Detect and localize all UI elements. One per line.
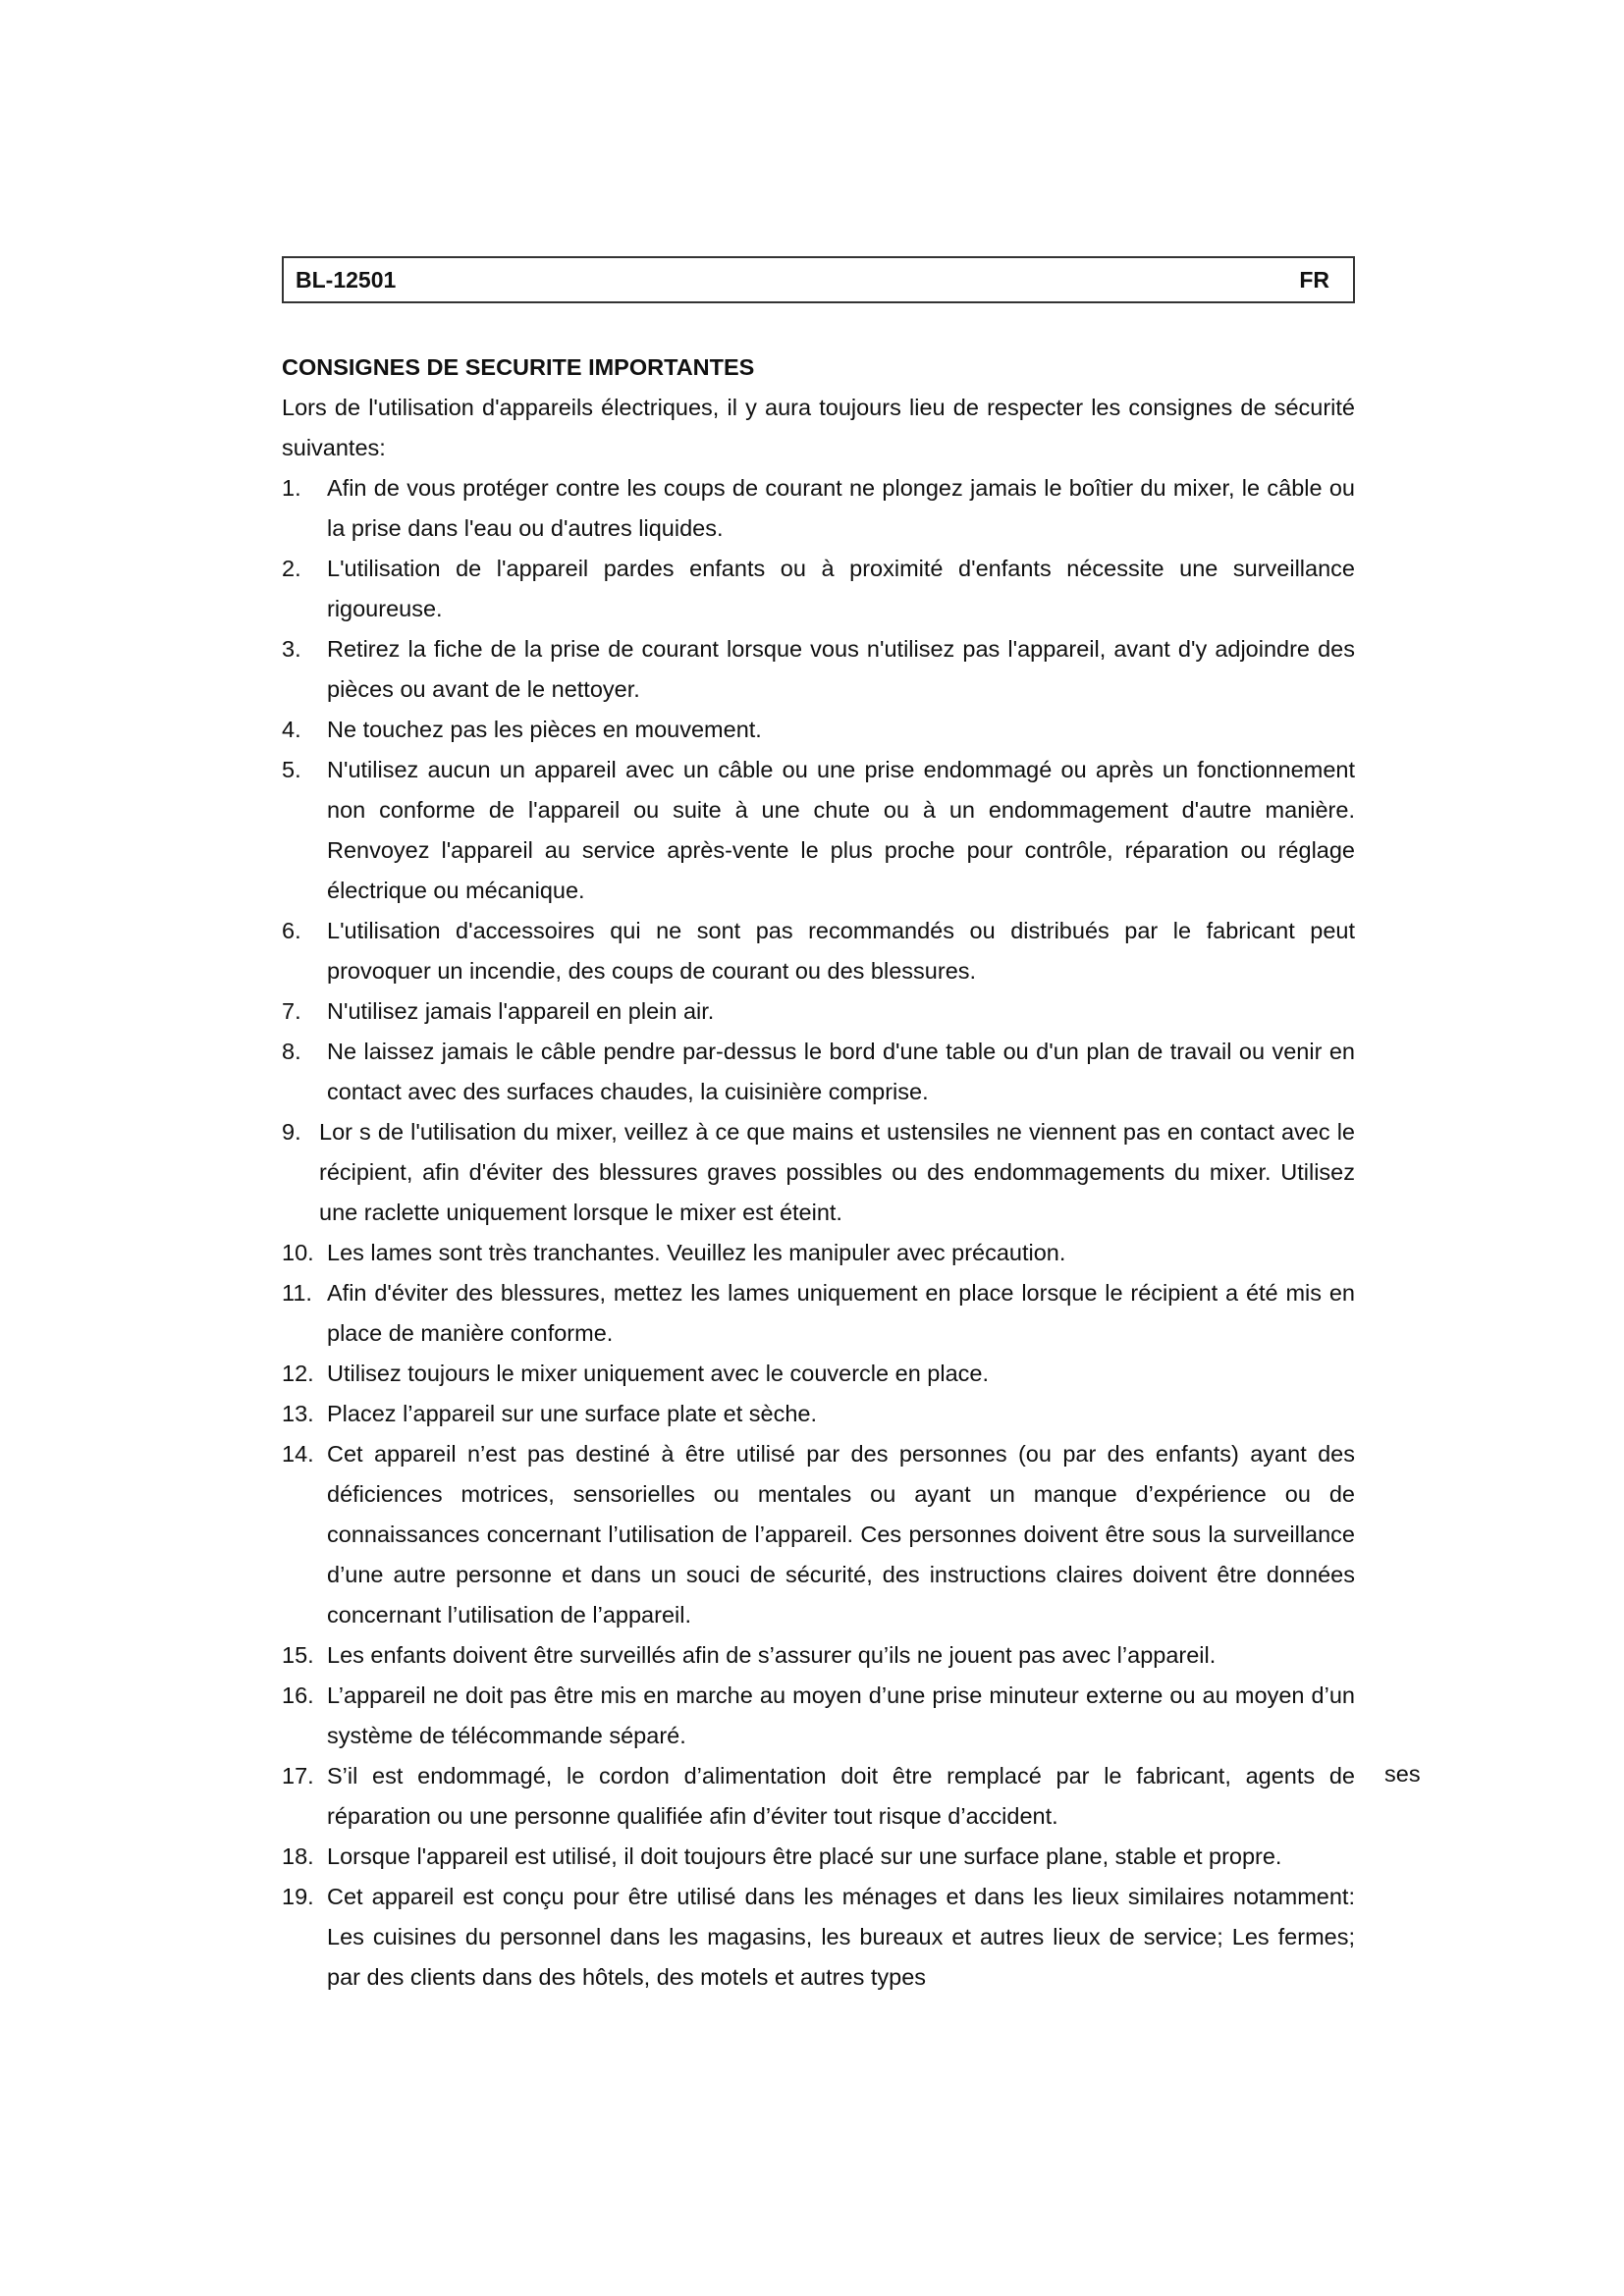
item-text: Les enfants doivent être surveillés afin de s’assurer qu’ils ne jouent pas avec l’appareil. xyxy=(327,1642,1217,1668)
list-item xyxy=(282,468,1355,549)
item-text: Lor s de l'utilisation du mixer, veillez à ce que mains et ustensiles ne viennent pas en contact avec le récipient, afin d'éviter des blessures graves possibles ou des endommagements du mixer. Utilisez une raclette uniquement lorsque le mixer est éteint. xyxy=(319,1119,1355,1225)
item-text: Ne touchez pas les pièces en mouvement. xyxy=(327,717,762,742)
list-item xyxy=(282,1354,1355,1394)
item-text: Afin de vous protéger contre les coups de courant ne plongez jamais le boîtier du mixer, le câble ou la prise dans l'eau ou d'autres liquides. xyxy=(327,475,1355,541)
item-number: 9. xyxy=(282,1119,301,1145)
item-text: N'utilisez jamais l'appareil en plein air. xyxy=(327,998,715,1024)
item-text: L'utilisation d'accessoires qui ne sont pas recommandés ou distribués par le fabricant peut provoquer un incendie, des coups de courant ou des blessures. xyxy=(327,918,1355,984)
item-text: Afin d'éviter des blessures, mettez les lames uniquement en place lorsque le récipient a été mis en place de manière conforme. xyxy=(327,1280,1355,1346)
list-item xyxy=(282,1032,1355,1112)
item-number: 3. xyxy=(282,636,301,662)
list-item xyxy=(282,1837,1355,1877)
item-number: 12. xyxy=(282,1361,314,1386)
list-item xyxy=(282,750,1355,911)
list-item xyxy=(282,1635,1355,1676)
model-number: BL-12501 xyxy=(296,266,397,293)
item-number: 4. xyxy=(282,717,301,742)
list-item xyxy=(282,710,1355,750)
item-text: Retirez la fiche de la prise de courant lorsque vous n'utilisez pas l'appareil, avant d'y adjoindre des pièces ou avant de le nettoyer. xyxy=(327,636,1355,702)
item-number: 14. xyxy=(282,1441,314,1467)
section-intro: Lors de l'utilisation d'appareils électriques, il y aura toujours lieu de respecter les consignes de sécurité suivantes: xyxy=(282,395,1355,460)
list-item xyxy=(282,1233,1355,1273)
list-item xyxy=(282,1434,1355,1635)
list-item xyxy=(282,1273,1355,1354)
item-text: Lorsque l'appareil est utilisé, il doit toujours être placé sur une surface plane, stable et propre. xyxy=(327,1843,1282,1869)
item-number: 18. xyxy=(282,1843,314,1869)
item-number: 16. xyxy=(282,1682,314,1708)
list-item xyxy=(282,991,1355,1032)
item-number: 19. xyxy=(282,1884,314,1909)
item-text: L'utilisation de l'appareil pardes enfants ou à proximité d'enfants nécessite une surveillance rigoureuse. xyxy=(327,556,1355,621)
list-item xyxy=(282,549,1355,629)
list-item xyxy=(282,629,1355,710)
document-header xyxy=(282,256,1355,303)
list-item xyxy=(282,1394,1355,1434)
item-number: 5. xyxy=(282,757,301,782)
item-number: 2. xyxy=(282,556,301,581)
item-text: Ne laissez jamais le câble pendre par-dessus le bord d'une table ou d'un plan de travail ou venir en contact avec des surfaces chaudes, la cuisinière comprise. xyxy=(327,1039,1355,1104)
list-item xyxy=(282,1877,1355,1998)
item-text: Cet appareil est conçu pour être utilisé dans les ménages et dans les lieux similaires notamment: Les cuisines du personnel dans les magasins, les bureaux et autres lieux de service; Les fermes; par des clients dans des hôtels, des motels et autres types xyxy=(327,1884,1355,1990)
overflow-word: ses xyxy=(1384,1761,1421,1787)
item-text: N'utilisez aucun un appareil avec un câble ou une prise endommagé ou après un fonctionnement non conforme de l'appareil ou suite à une chute ou à un endommagement d'autre manière. Renvoyez l'appareil au service après-vente le plus proche pour contrôle, réparation ou réglage électrique ou mécanique. xyxy=(327,757,1355,903)
list-item xyxy=(282,1756,1355,1837)
item-text: L’appareil ne doit pas être mis en marche au moyen d’une prise minuteur externe ou au moyen d’un système de télécommande séparé. xyxy=(327,1682,1355,1748)
item-text: Placez l’appareil sur une surface plate et sèche. xyxy=(327,1401,818,1426)
safety-instructions xyxy=(282,347,1355,1998)
item-text: Utilisez toujours le mixer uniquement avec le couvercle en place. xyxy=(327,1361,989,1386)
item-number: 15. xyxy=(282,1642,314,1668)
list-item xyxy=(282,911,1355,991)
language-code: FR xyxy=(1299,266,1329,293)
item-number: 7. xyxy=(282,998,301,1024)
instruction-list xyxy=(282,468,1355,1998)
item-number: 8. xyxy=(282,1039,301,1064)
item-number: 17. xyxy=(282,1763,314,1789)
item-number: 11. xyxy=(282,1280,312,1306)
item-text: Cet appareil n’est pas destiné à être utilisé par des personnes (ou par des enfants) ayant des déficiences motrices, sensorielles ou mentales ou ayant un manque d’expérience ou de connaissances concernant l’utilisation de l’appareil. Ces personnes doivent être sous la surveillance d’une autre personne et dans un souci de sécurité, des instructions claires doivent être données concernant l’utilisation de l’appareil. xyxy=(327,1441,1355,1628)
item-text: S’il est endommagé, le cordon d’alimentation doit être remplacé par le fabricant, agents de réparation ou une personne qualifiée afin d’éviter tout risque d’accident. xyxy=(327,1763,1355,1829)
item-number: 1. xyxy=(282,475,301,501)
item-number: 13. xyxy=(282,1401,314,1426)
list-item xyxy=(282,1676,1355,1756)
item-number: 10. xyxy=(282,1240,314,1265)
section-title: CONSIGNES DE SECURITE IMPORTANTES xyxy=(282,354,755,380)
list-item xyxy=(282,1112,1355,1233)
item-number: 6. xyxy=(282,918,301,943)
item-text: Les lames sont très tranchantes. Veuillez les manipuler avec précaution. xyxy=(327,1240,1066,1265)
